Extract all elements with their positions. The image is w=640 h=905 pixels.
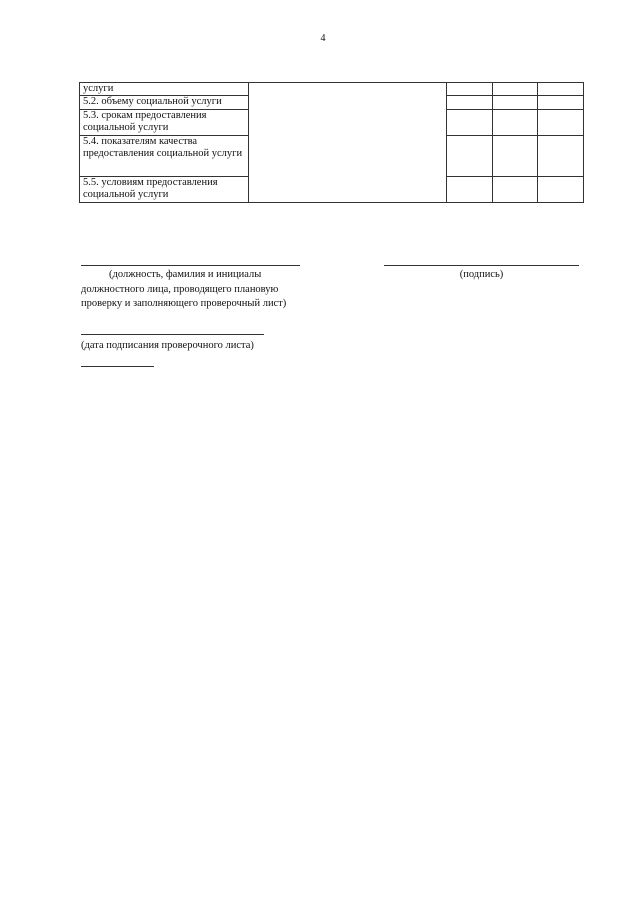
table-cell-label: 5.2. объему социальной услуги: [80, 96, 249, 110]
table-cell: [493, 110, 538, 136]
table-cell-label: 5.5. условиям предоставления социальной услуги: [80, 177, 249, 203]
table-cell: [493, 83, 538, 96]
table-cell: [493, 136, 538, 177]
date-line: [81, 334, 264, 335]
table-cell: [447, 83, 493, 96]
table-cell: [493, 177, 538, 203]
footnote-separator: [81, 366, 154, 367]
table-cell: [447, 177, 493, 203]
table-cell: [538, 83, 584, 96]
table-cell-label: 5.3. срокам предоставления социальной услуги: [80, 110, 249, 136]
table-cell-label: услуги: [80, 83, 249, 96]
table-cell: [447, 136, 493, 177]
table-cell: [538, 96, 584, 110]
table-cell-merged: [249, 83, 447, 203]
table-cell: [447, 96, 493, 110]
table-cell: [538, 110, 584, 136]
table-cell: [538, 177, 584, 203]
signature-caption: (подпись): [459, 269, 504, 280]
page-number: 4: [320, 33, 326, 44]
official-signature-line: [81, 265, 300, 266]
table-cell: [493, 96, 538, 110]
inspection-table: [79, 82, 584, 203]
signature-line: [384, 265, 579, 266]
official-caption-line3: проверку и заполняющего проверочный лист): [81, 298, 287, 309]
official-caption-line2: должностного лица, проводящего плановую: [81, 284, 279, 295]
date-caption: (дата подписания проверочного листа): [81, 340, 254, 351]
table-row: [80, 83, 584, 96]
table-cell-label: 5.4. показателям качества предоставления социальной услуги: [80, 136, 249, 177]
table-cell: [447, 110, 493, 136]
table-cell: [538, 136, 584, 177]
official-caption-line1: (должность, фамилия и инициалы: [109, 269, 262, 280]
